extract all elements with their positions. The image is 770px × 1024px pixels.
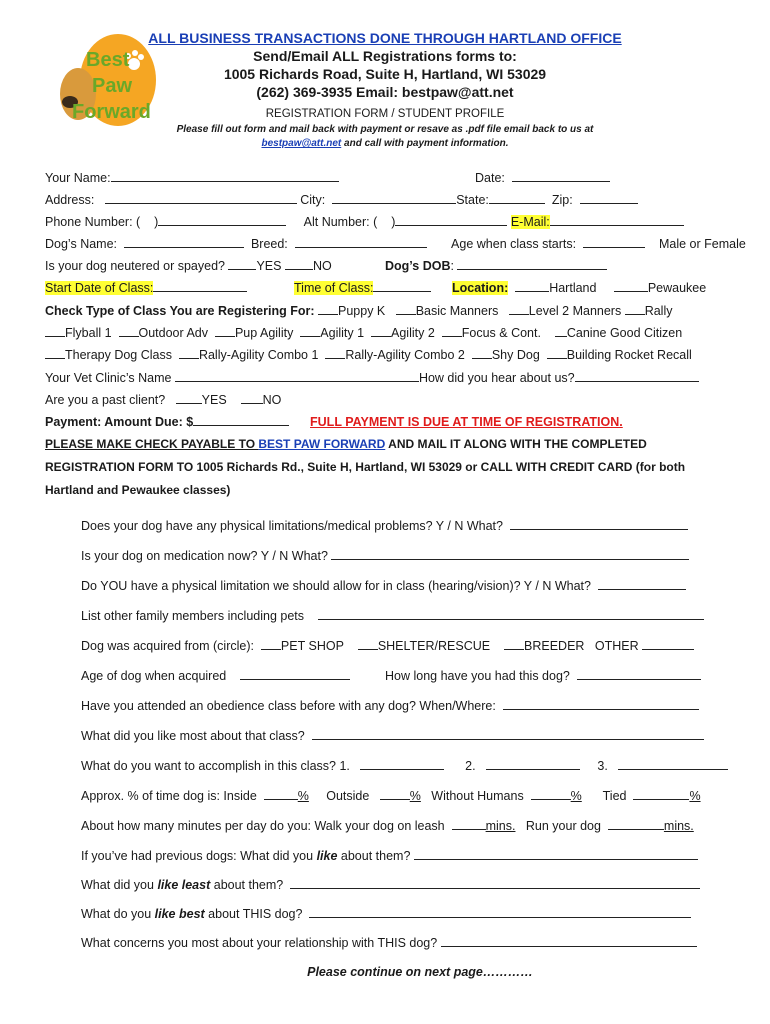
q-pct-outside-field[interactable] <box>380 788 410 800</box>
q-medical-label: Does your dog have any physical limitations/medical problems? Y / N What? <box>81 519 503 533</box>
q-run-mins: mins. <box>663 819 694 833</box>
question-family <box>81 608 704 623</box>
class-checkbox[interactable] <box>45 325 65 337</box>
past-client-no-label: NO <box>262 393 282 407</box>
row-time <box>294 280 431 295</box>
location-label: Location: <box>452 281 509 295</box>
q-pct-sign: % <box>689 789 701 803</box>
q-accomplish-num-3: 3. <box>597 759 608 773</box>
row-location <box>452 280 706 295</box>
class-option: Pup Agility <box>234 326 294 340</box>
zip-label: Zip: <box>551 193 573 207</box>
check-line-3: Hartland and Pewaukee classes) <box>45 483 231 497</box>
question-minutes <box>81 818 694 833</box>
dogs-name-field[interactable] <box>124 236 244 248</box>
class-types-row-3 <box>45 347 692 362</box>
question-limitation <box>81 578 686 593</box>
class-option: Building Rocket Recall <box>566 348 692 362</box>
past-client-yes-field[interactable] <box>176 392 202 404</box>
footer-continue: Please continue on next page………… <box>307 965 533 979</box>
age-class-field[interactable] <box>583 236 645 248</box>
q-prev-text-3: about them? <box>337 849 411 863</box>
question-age-acquired <box>81 668 350 683</box>
q-obedience-label: Have you attended an obedience class before with any dog? When/Where: <box>81 699 496 713</box>
class-types-row-2 <box>45 325 682 340</box>
class-checkbox[interactable] <box>555 325 567 337</box>
payment-amount-field[interactable] <box>193 414 289 426</box>
q-pct-tied-field[interactable] <box>633 788 689 800</box>
instructions-line-2 <box>0 138 770 149</box>
row-payment <box>45 414 623 429</box>
class-option: Shy Dog <box>491 348 540 362</box>
q-pct-tied-label: Tied <box>602 789 627 803</box>
vet-field[interactable] <box>175 370 419 382</box>
question-obedience <box>81 698 699 713</box>
alt-paren: ) <box>391 215 396 229</box>
class-checkbox[interactable] <box>179 347 199 359</box>
q-medical-field[interactable] <box>510 518 688 530</box>
instructions-line-1: Please fill out form and mail back with payment or resave as .pdf file email back to us at <box>176 124 594 135</box>
hear-field[interactable] <box>575 370 699 382</box>
q-pct-without-label: Without Humans <box>431 789 524 803</box>
q-acquired-other-field[interactable] <box>642 638 694 650</box>
start-date-label: Start Date of Class: <box>45 281 154 295</box>
class-option: Outdoor Adv <box>138 326 208 340</box>
age-class-label: Age when class starts: <box>451 237 577 251</box>
instructions-tail: and call with payment information. <box>341 138 509 149</box>
logo-word-paw: Paw <box>92 75 133 97</box>
q-how-long-label: How long have you had this dog? <box>385 669 570 683</box>
q-acquired-blank[interactable] <box>358 638 378 650</box>
check-line-2: REGISTRATION FORM TO 1005 Richards Rd., Suite H, Hartland, WI 53029 or CALL WITH CREDIT CARD (for both <box>45 460 686 474</box>
class-checkbox[interactable] <box>215 325 235 337</box>
your-name-label: Your Name: <box>45 171 111 185</box>
city-field[interactable] <box>332 192 456 204</box>
q-family-label: List other family members including pets <box>81 609 305 623</box>
class-checkbox[interactable] <box>547 347 567 359</box>
breed-label: Breed: <box>250 237 288 251</box>
email-label: E-Mail: <box>510 215 550 229</box>
q-prev-text-1: If you’ve had previous dogs: What did you <box>81 849 317 863</box>
phone-field[interactable] <box>158 214 286 226</box>
row-dog <box>45 236 746 251</box>
row-neutered <box>45 258 332 273</box>
city-label: City: <box>300 193 326 207</box>
header-top-line: ALL BUSINESS TRANSACTIONS DONE THROUGH HARTLAND OFFICE <box>148 30 622 46</box>
q-concerns-label: What concerns you most about your relationship with THIS dog? <box>81 936 438 950</box>
q-age-acquired-field[interactable] <box>240 668 350 680</box>
class-option: Therapy Dog Class <box>65 348 172 362</box>
header-contact-line: (262) 369-3935 Email: bestpaw@att.net <box>256 84 514 100</box>
hartland-field[interactable] <box>515 280 549 292</box>
breed-field[interactable] <box>295 236 427 248</box>
row-vet <box>45 370 699 385</box>
check-line-1 <box>45 437 647 451</box>
q-obedience-field[interactable] <box>503 698 699 710</box>
class-checkbox[interactable] <box>472 347 492 359</box>
check-payee: BEST PAW FORWARD <box>258 437 386 451</box>
q-best-text-3: about THIS dog? <box>204 907 303 921</box>
question-acquired <box>81 638 694 653</box>
your-name-field[interactable] <box>111 170 339 182</box>
neutered-label: Is your dog neutered or spayed? <box>45 259 225 273</box>
row-address <box>45 192 638 207</box>
row-date <box>475 170 610 185</box>
class-option: Focus & Cont. <box>461 326 541 340</box>
q-acquired-option[interactable]: PET SHOP <box>280 639 344 653</box>
q-least-text-2: like least <box>157 878 211 892</box>
q-acquired-label: Dog was acquired from (circle): <box>81 639 254 653</box>
question-time-pct <box>81 788 701 803</box>
state-field[interactable] <box>489 192 545 204</box>
class-checkbox[interactable] <box>396 303 416 315</box>
dob-label: Dog’s DOB <box>385 259 451 273</box>
question-accomplish <box>81 758 728 773</box>
row-dob <box>385 258 607 273</box>
q-prev-text-2: like <box>316 849 338 863</box>
neutered-yes-label: YES <box>256 259 282 273</box>
alt-number-label: Alt Number: ( <box>303 215 378 229</box>
neutered-no-label: NO <box>312 259 332 273</box>
q-liked-most-field[interactable] <box>312 728 704 740</box>
state-label: State: <box>456 193 489 207</box>
q-medication-field[interactable] <box>331 548 689 560</box>
class-checkbox[interactable] <box>325 347 345 359</box>
pewaukee-label: Pewaukee <box>647 281 707 295</box>
class-checkbox[interactable] <box>318 303 338 315</box>
question-how-long <box>385 668 701 683</box>
q-pct-outside-label: Outside <box>326 789 370 803</box>
dob-colon: : <box>450 259 454 273</box>
q-medication-label: Is your dog on medication now? Y / N What? <box>81 549 328 563</box>
q-acquired-blank[interactable] <box>504 638 524 650</box>
q-limitation-field[interactable] <box>598 578 686 590</box>
start-date-field[interactable] <box>153 280 247 292</box>
form-title: REGISTRATION FORM / STUDENT PROFILE <box>265 108 505 120</box>
q-acquired-option[interactable]: OTHER <box>594 639 639 653</box>
q-run-field[interactable] <box>608 818 664 830</box>
q-acquired-blank[interactable] <box>261 638 281 650</box>
row-phone <box>45 214 684 229</box>
class-checkbox[interactable] <box>625 303 645 315</box>
class-option: Rally <box>644 304 673 318</box>
q-acquired-option[interactable]: SHELTER/RESCUE <box>377 639 491 653</box>
class-option: Level 2 Manners <box>528 304 622 318</box>
class-option: Flyball 1 <box>65 326 112 340</box>
question-like-best <box>81 906 691 921</box>
q-family-field[interactable] <box>318 608 704 620</box>
q-accomplish-field-3[interactable] <box>618 758 728 770</box>
q-how-long-field[interactable] <box>577 668 701 680</box>
q-pct-inside-field[interactable] <box>264 788 298 800</box>
class-checkbox[interactable] <box>442 325 462 337</box>
hartland-label: Hartland <box>549 281 597 295</box>
past-client-no-field[interactable] <box>241 392 263 404</box>
payment-label: Payment: Amount Due: $ <box>45 415 194 429</box>
q-run-label: Run your dog <box>525 819 601 833</box>
vet-label: Your Vet Clinic’s Name <box>45 371 172 385</box>
phone-paren: ) <box>154 215 159 229</box>
class-option: Agility 1 <box>320 326 365 340</box>
class-option: Rally-Agility Combo 2 <box>345 348 465 362</box>
neutered-yes-field[interactable] <box>228 258 256 270</box>
male-female-label[interactable]: Male or Female <box>658 237 746 251</box>
q-pct-sign: % <box>297 789 309 803</box>
q-pct-sign: % <box>409 789 421 803</box>
q-walk-field[interactable] <box>452 818 486 830</box>
class-checkbox[interactable] <box>300 325 320 337</box>
q-liked-most-label: What did you like most about that class? <box>81 729 305 743</box>
q-prev-field[interactable] <box>414 848 698 860</box>
q-best-text-2: like best <box>154 907 205 921</box>
dob-field[interactable] <box>457 258 607 270</box>
neutered-no-field[interactable] <box>285 258 313 270</box>
hear-label: How did you hear about us? <box>418 371 575 385</box>
q-concerns-field[interactable] <box>441 935 697 947</box>
q-accomplish-num-2: 2. <box>465 759 476 773</box>
class-types-row-1 <box>45 303 673 318</box>
header-send-line: Send/Email ALL Registrations forms to: <box>253 48 517 64</box>
question-concerns <box>81 935 697 950</box>
q-pct-label: Approx. % of time dog is: Inside <box>81 789 257 803</box>
logo-word-best: Best <box>86 49 130 71</box>
class-option: Puppy K <box>338 304 386 318</box>
row-class-schedule <box>45 280 247 295</box>
q-least-field[interactable] <box>290 877 700 889</box>
zip-field[interactable] <box>580 192 638 204</box>
time-class-field[interactable] <box>373 280 431 292</box>
q-least-text-3: about them? <box>210 878 284 892</box>
class-types-label: Check Type of Class You are Registering For: <box>45 304 315 318</box>
class-checkbox[interactable] <box>371 325 391 337</box>
full-payment-notice: FULL PAYMENT IS DUE AT TIME OF REGISTRATION. <box>310 415 623 429</box>
alt-number-field[interactable] <box>395 214 507 226</box>
address-field[interactable] <box>105 192 297 204</box>
q-walk-label: About how many minutes per day do you: Walk your dog on leash <box>81 819 445 833</box>
question-liked-most <box>81 728 704 743</box>
q-accomplish-field-1[interactable] <box>360 758 444 770</box>
q-age-acquired-label: Age of dog when acquired <box>81 669 227 683</box>
date-label: Date: <box>475 171 505 185</box>
class-checkbox[interactable] <box>119 325 139 337</box>
dogs-name-label: Dog’s Name: <box>45 237 118 251</box>
q-accomplish-label: What do you want to accomplish in this class? 1. <box>81 759 350 773</box>
row-name <box>45 170 339 185</box>
question-medication <box>81 548 689 563</box>
q-least-text-1: What did you <box>81 878 158 892</box>
date-field[interactable] <box>512 170 610 182</box>
past-client-label: Are you a past client? <box>45 393 166 407</box>
question-like-least <box>81 877 700 892</box>
q-limitation-label: Do YOU have a physical limitation we should allow for in class (hearing/vision)? Y / N What? <box>81 579 591 593</box>
q-pct-sign: % <box>570 789 582 803</box>
class-checkbox[interactable] <box>509 303 529 315</box>
address-label: Address: <box>45 193 95 207</box>
q-accomplish-field-2[interactable] <box>486 758 580 770</box>
check-text-2: AND MAIL IT ALONG WITH THE COMPLETED <box>385 437 647 451</box>
logo-word-forward: Forward <box>72 101 151 123</box>
class-checkbox[interactable] <box>45 347 65 359</box>
check-text-1: PLEASE MAKE CHECK PAYABLE TO <box>45 437 259 451</box>
q-best-text-1: What do you <box>81 907 155 921</box>
header-address-line: 1005 Richards Road, Suite H, Hartland, WI 53029 <box>223 66 547 82</box>
phone-label: Phone Number: ( <box>45 215 141 229</box>
instructions-email-link[interactable]: bestpaw@att.net <box>261 138 342 149</box>
question-previous-like <box>81 848 698 863</box>
q-pct-without-field[interactable] <box>531 788 571 800</box>
q-acquired-option[interactable]: BREEDER <box>524 639 585 653</box>
time-class-label: Time of Class: <box>294 281 374 295</box>
email-field[interactable] <box>550 214 684 226</box>
class-option: Basic Manners <box>415 304 499 318</box>
class-option: Canine Good Citizen <box>566 326 683 340</box>
row-past-client <box>45 392 281 407</box>
q-best-field[interactable] <box>309 906 691 918</box>
class-option: Agility 2 <box>391 326 435 340</box>
q-walk-mins: mins. <box>485 819 516 833</box>
pewaukee-field[interactable] <box>614 280 648 292</box>
class-option: Rally-Agility Combo 1 <box>198 348 319 362</box>
question-medical <box>81 518 688 533</box>
past-client-yes-label: YES <box>201 393 227 407</box>
